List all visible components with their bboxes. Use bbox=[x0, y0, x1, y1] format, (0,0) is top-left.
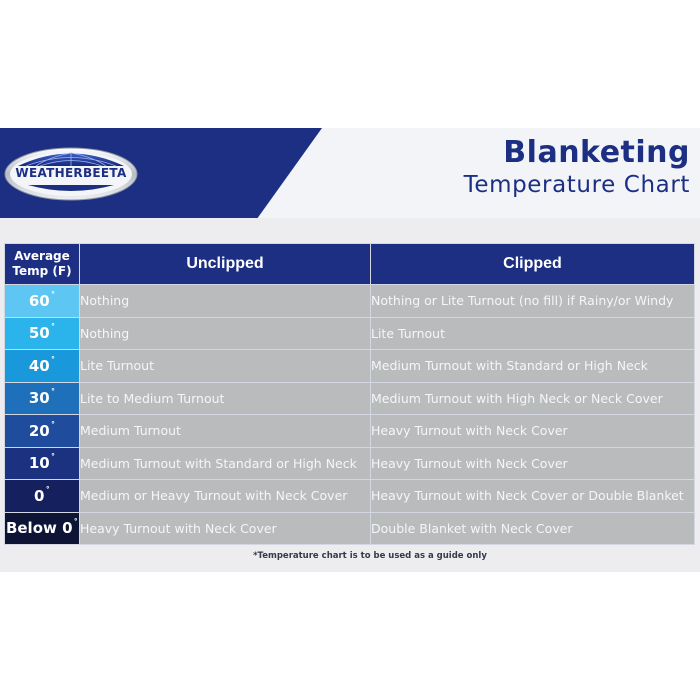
table-row bbox=[5, 350, 695, 383]
page-title: Blanketing bbox=[503, 135, 690, 170]
temp-value: 50 bbox=[28, 324, 50, 343]
temp-cell bbox=[5, 447, 80, 480]
clipped-cell: Lite Turnout bbox=[371, 317, 695, 350]
temp-value: 40 bbox=[28, 356, 50, 375]
clipped-cell: Medium Turnout with Standard or High Neck bbox=[371, 350, 695, 383]
degree-symbol: ˚ bbox=[50, 356, 56, 367]
temp-value: 60 bbox=[28, 291, 50, 310]
weatherbeeta-logo bbox=[4, 147, 138, 201]
header-temp bbox=[5, 244, 80, 285]
header-temp-line2: Temp (F) bbox=[12, 264, 72, 278]
degree-symbol: ˚ bbox=[73, 519, 79, 530]
unclipped-cell: Nothing bbox=[80, 285, 371, 318]
footnote: *Temperature chart is to be used as a guide only bbox=[253, 551, 487, 561]
temp-cell bbox=[5, 415, 80, 448]
temp-cell bbox=[5, 480, 80, 513]
table-row bbox=[5, 512, 695, 545]
temp-value: 0 bbox=[34, 486, 45, 505]
unclipped-cell: Lite to Medium Turnout bbox=[80, 382, 371, 415]
unclipped-cell: Medium or Heavy Turnout with Neck Cover bbox=[80, 480, 371, 513]
table-row bbox=[5, 317, 695, 350]
temp-value: 30 bbox=[28, 389, 50, 408]
degree-symbol: ˚ bbox=[50, 421, 56, 432]
clipped-cell: Nothing or Lite Turnout (no fill) if Rainy/or Windy bbox=[371, 285, 695, 318]
header-clipped: Clipped bbox=[371, 244, 695, 285]
clipped-cell: Heavy Turnout with Neck Cover bbox=[371, 415, 695, 448]
degree-symbol: ˚ bbox=[50, 454, 56, 465]
page-subtitle: Temperature Chart bbox=[463, 172, 690, 198]
temp-cell bbox=[5, 382, 80, 415]
unclipped-cell: Nothing bbox=[80, 317, 371, 350]
header-unclipped: Unclipped bbox=[80, 244, 371, 285]
table-header-row bbox=[5, 244, 695, 285]
degree-symbol: ˚ bbox=[50, 389, 56, 400]
table-row bbox=[5, 382, 695, 415]
temp-cell bbox=[5, 512, 80, 545]
clipped-cell: Double Blanket with Neck Cover bbox=[371, 512, 695, 545]
unclipped-cell: Heavy Turnout with Neck Cover bbox=[80, 512, 371, 545]
unclipped-cell: Medium Turnout with Standard or High Neck bbox=[80, 447, 371, 480]
clipped-cell: Heavy Turnout with Neck Cover or Double Blanket bbox=[371, 480, 695, 513]
table-row bbox=[5, 447, 695, 480]
header-temp-line1: Average bbox=[14, 249, 70, 263]
degree-symbol: ˚ bbox=[50, 324, 56, 335]
degree-symbol: ˚ bbox=[45, 486, 50, 497]
blanketing-table bbox=[4, 243, 695, 545]
temp-value: Below 0 bbox=[5, 519, 73, 538]
temp-cell bbox=[5, 350, 80, 383]
unclipped-cell: Medium Turnout bbox=[80, 415, 371, 448]
table-row bbox=[5, 415, 695, 448]
clipped-cell: Medium Turnout with High Neck or Neck Cover bbox=[371, 382, 695, 415]
temp-cell bbox=[5, 285, 80, 318]
table-row bbox=[5, 480, 695, 513]
table-row bbox=[5, 285, 695, 318]
degree-symbol: ˚ bbox=[50, 291, 56, 302]
unclipped-cell: Lite Turnout bbox=[80, 350, 371, 383]
temp-value: 10 bbox=[28, 454, 50, 473]
clipped-cell: Heavy Turnout with Neck Cover bbox=[371, 447, 695, 480]
temp-value: 20 bbox=[28, 421, 50, 440]
logo-text: WEATHERBEETA bbox=[15, 166, 127, 180]
temp-cell bbox=[5, 317, 80, 350]
